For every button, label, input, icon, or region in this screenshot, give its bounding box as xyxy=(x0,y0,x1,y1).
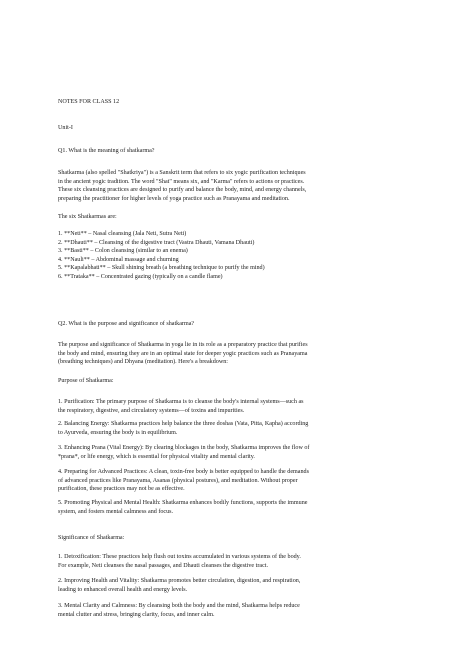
q1-intro-paragraph xyxy=(58,169,418,203)
q1-question-text: Q1. What is the meaning of shatkarma? xyxy=(58,148,155,154)
list-item: 2. **Dhauti** – Cleansing of the digestive tract (Vastra Dhauti, Vamana Dhauti) xyxy=(58,239,255,246)
q1-intro-line: Shatkarma (also spelled "Shatkriya") is a Sanskrit term that refers to six yogic purification techniques xyxy=(58,170,306,176)
purpose-line: 1. Purification: The primary purpose of Shatkarma is to cleanse the body's internal systems—such as xyxy=(58,399,304,405)
significance-item xyxy=(58,602,418,619)
purpose-line: of advanced practices like Pranayama, Asanas (physical postures), and meditation. Without proper xyxy=(58,477,298,484)
q1-intro-line: preparing the practitioner for higher levels of yoga practice such as Pranayama and meditation. xyxy=(58,195,290,202)
purpose-line: 2. Balancing Energy: Shatkarma practices help balance the three doshas (Vata, Pitta, Kapha) according xyxy=(58,421,309,427)
purpose-heading-text: Purpose of Shatkarma: xyxy=(58,378,114,384)
q2-question xyxy=(58,320,418,329)
purpose-line: 3. Enhancing Prana (Vital Energy): By clearing blockages in the body, Shatkarma improves the flow of xyxy=(58,445,310,451)
list-item: 4. **Nauli** – Abdominal massage and churning xyxy=(58,256,179,263)
purpose-heading xyxy=(58,377,418,386)
q2-question-text: Q2. What is the purpose and significance of shatkarma? xyxy=(58,321,195,327)
purpose-item xyxy=(58,499,418,516)
q1-question xyxy=(58,147,418,156)
purpose-line: to Ayurveda, ensuring the body is in equilibrium. xyxy=(58,429,178,436)
q1-list-title xyxy=(58,213,418,222)
purpose-item xyxy=(58,468,418,494)
significance-heading xyxy=(58,534,418,543)
header-title: NOTES FOR CLASS 12 xyxy=(58,99,120,105)
significance-line: 2. Improving Health and Vitality: Shatkarma promotes better circulation, digestion, and respiration, xyxy=(58,578,301,584)
list-item: 6. **Trataka** – Concentrated gazing (typically on a candle flame) xyxy=(58,273,223,280)
significance-line: leading to enhanced overall health and energy levels. xyxy=(58,586,188,593)
significance-line: mental clutter and stress, bringing clarity, focus, and inner calm. xyxy=(58,611,215,618)
shatkarma-list xyxy=(58,230,418,282)
significance-item xyxy=(58,577,418,594)
q1-intro-line: These six cleansing practices are designed to purify and balance the body, mind, and energy channels, xyxy=(58,187,307,194)
document-header xyxy=(58,98,418,107)
q2-intro-line: (breathing techniques) and Dhyana (meditation). Here's a breakdown: xyxy=(58,359,228,366)
purpose-item xyxy=(58,420,418,437)
purpose-item xyxy=(58,398,418,415)
purpose-line: purification, these practices may not be as effective. xyxy=(58,486,185,493)
unit-label: Unit-I xyxy=(58,125,73,131)
significance-line: For example, Neti cleanses the nasal passages, and Dhauti cleanses the digestive tract. xyxy=(58,562,268,569)
significance-item xyxy=(58,553,418,570)
purpose-line: *prana*, or life energy, which is essential for physical vitality and mental clarity. xyxy=(58,453,255,460)
q2-intro-line: the body and mind, ensuring they are in an optimal state for deeper yogic practices such as Pranayama xyxy=(58,350,308,357)
significance-line: 1. Detoxification: These practices help flush out toxins accumulated in various systems of the body. xyxy=(58,554,301,560)
purpose-item xyxy=(58,444,418,461)
q2-intro-line: The purpose and significance of Shatkarma in yoga lie in its role as a preparatory practice that purifies xyxy=(58,342,308,348)
significance-heading-text: Significance of Shatkarma: xyxy=(58,535,125,541)
unit-heading xyxy=(58,124,418,133)
q1-list-title-text: The six Shatkarmas are: xyxy=(58,214,117,220)
purpose-line: 5. Promoting Physical and Mental Health: Shatkarma enhances bodily functions, supports the immune xyxy=(58,500,308,506)
list-item: 1. **Neti** – Nasal cleansing (Jala Neti, Sutra Neti) xyxy=(58,231,187,237)
significance-line: 3. Mental Clarity and Calmness: By cleansing both the body and the mind, Shatkarma helps reduce xyxy=(58,603,300,609)
list-item: 3. **Basti** – Colon cleansing (similar to an enema) xyxy=(58,248,188,255)
list-item: 5. **Kapalabhati** – Skull shining breath (a breathing technique to purify the mind) xyxy=(58,265,265,272)
purpose-line: the respiratory, digestive, and circulatory systems—of toxins and impurities. xyxy=(58,407,245,414)
q2-intro-paragraph xyxy=(58,341,418,367)
purpose-line: system, and fosters mental calmness and focus. xyxy=(58,508,174,515)
q1-intro-line: in the ancient yogic tradition. The word "Shat" means six, and "Karma" refers to actions or practices. xyxy=(58,178,305,185)
purpose-line: 4. Preparing for Advanced Practices: A clean, toxin-free body is better equipped to handle the demands xyxy=(58,469,309,475)
